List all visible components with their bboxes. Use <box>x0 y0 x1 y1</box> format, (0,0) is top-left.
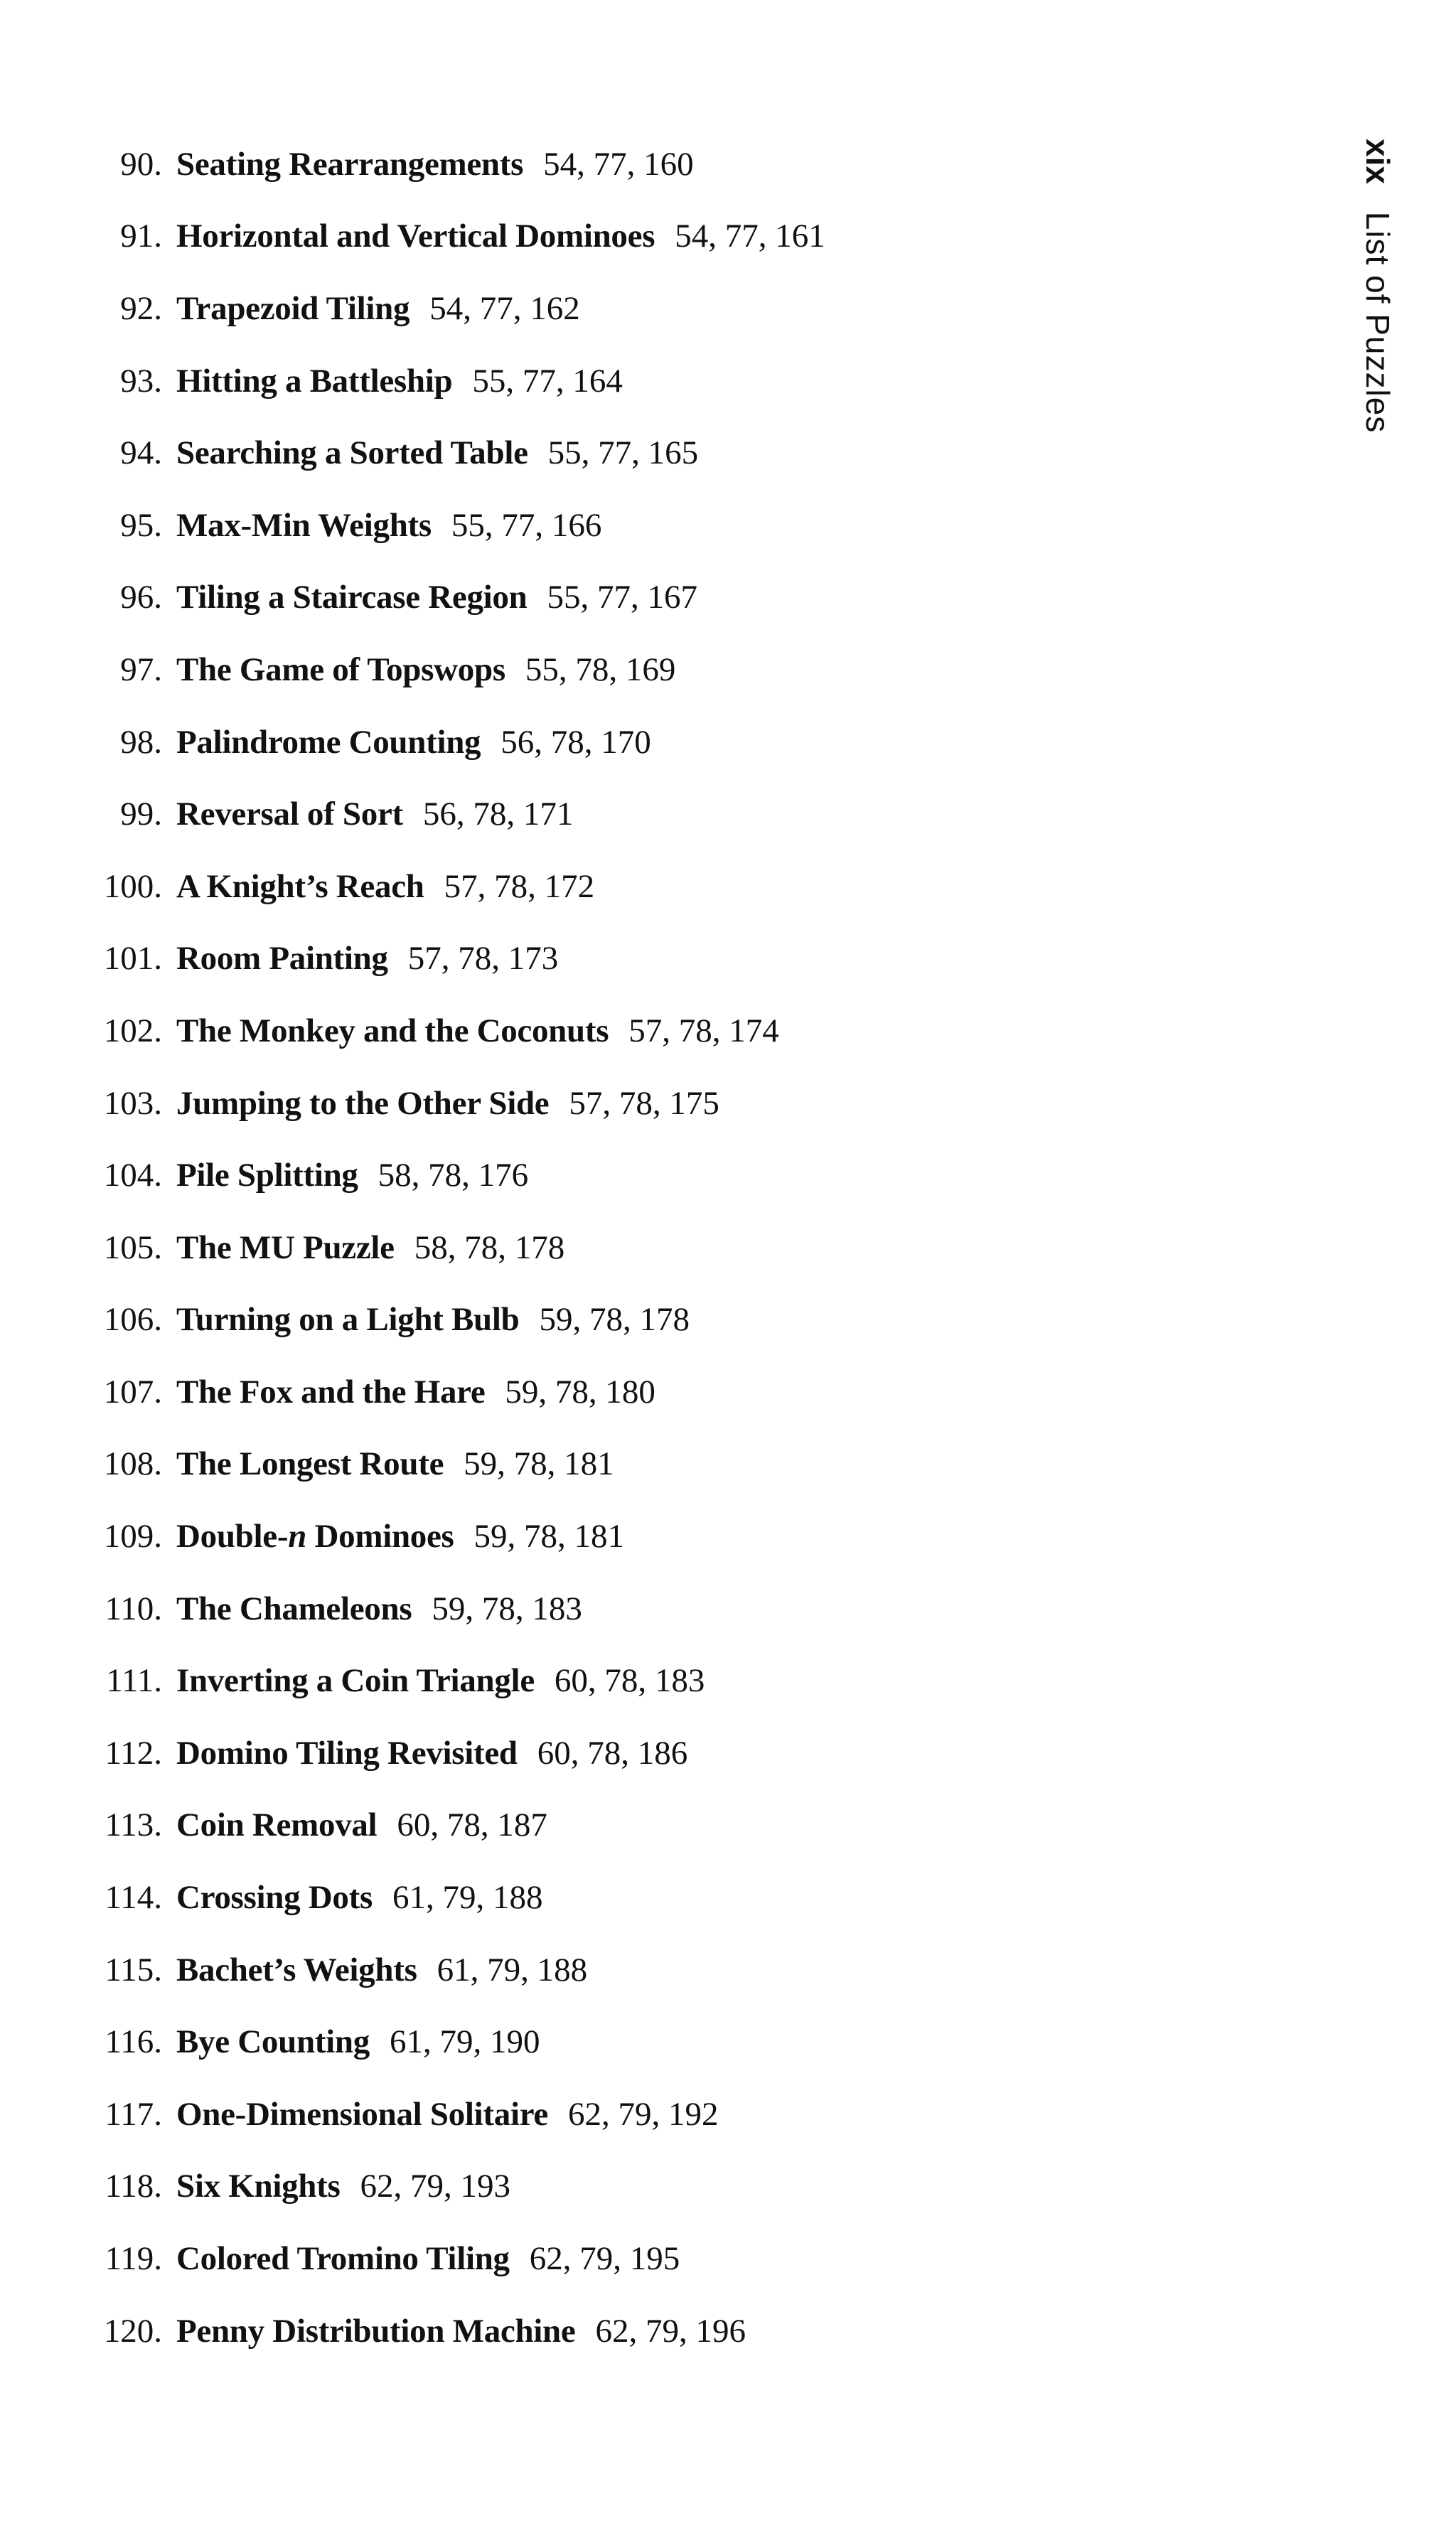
puzzle-entry-98 <box>0 706 825 778</box>
puzzle-pages: 54, 77, 161 <box>675 218 825 255</box>
puzzle-pages: 58, 78, 178 <box>414 1228 565 1266</box>
puzzle-number: 107. <box>103 1373 162 1410</box>
puzzle-title: Crossing Dots <box>176 1879 373 1917</box>
puzzle-number: 104. <box>103 1157 162 1194</box>
puzzle-pages: 59, 78, 180 <box>505 1373 655 1410</box>
puzzle-title: Seating Rearrangements <box>176 145 524 183</box>
puzzle-number: 108. <box>103 1445 162 1483</box>
puzzle-number: 112. <box>105 1734 162 1772</box>
puzzle-title: The Monkey and the Coconuts <box>176 1012 609 1049</box>
puzzle-number: 92. <box>120 289 162 327</box>
puzzle-pages: 57, 78, 174 <box>628 1012 779 1049</box>
puzzle-pages: 55, 77, 164 <box>472 362 623 400</box>
puzzle-pages: 62, 79, 196 <box>595 2312 746 2350</box>
puzzle-entry-103 <box>0 1067 825 1140</box>
puzzle-title: Max-Min Weights <box>176 506 432 544</box>
puzzle-entry-116 <box>0 2006 825 2078</box>
puzzle-number: 99. <box>120 796 162 833</box>
puzzle-title: Colored Tromino Tiling <box>176 2240 510 2278</box>
puzzle-number: 115. <box>105 1951 162 1988</box>
puzzle-title: The MU Puzzle <box>176 1228 395 1266</box>
puzzle-pages: 58, 78, 176 <box>378 1157 529 1194</box>
puzzle-pages: 59, 78, 181 <box>473 1518 625 1556</box>
puzzle-number: 91. <box>120 218 162 255</box>
puzzle-entry-120 <box>0 2295 825 2367</box>
puzzle-title: Palindrome Counting <box>176 723 481 761</box>
puzzle-title <box>176 1517 454 1556</box>
puzzle-title: Horizontal and Vertical Dominoes <box>176 218 655 255</box>
puzzle-pages: 59, 78, 181 <box>464 1445 614 1483</box>
puzzle-pages: 56, 78, 171 <box>422 796 574 833</box>
puzzle-list <box>0 128 825 2367</box>
puzzle-number: 100. <box>103 867 162 905</box>
section-title: List of Puzzles <box>1359 211 1396 434</box>
puzzle-entry-104 <box>0 1139 825 1211</box>
puzzle-pages: 60, 78, 187 <box>397 1806 547 1844</box>
puzzle-pages: 60, 78, 183 <box>554 1662 705 1700</box>
puzzle-pages: 54, 77, 160 <box>543 145 694 183</box>
puzzle-entry-97 <box>0 633 825 706</box>
puzzle-title: Pile Splitting <box>176 1157 358 1194</box>
puzzle-pages: 55, 77, 166 <box>451 506 602 544</box>
puzzle-entry-99 <box>0 778 825 850</box>
puzzle-entry-106 <box>0 1284 825 1356</box>
puzzle-entry-92 <box>0 272 825 345</box>
puzzle-number: 118. <box>105 2168 162 2205</box>
puzzle-entry-115 <box>0 1934 825 2006</box>
puzzle-pages: 57, 78, 175 <box>569 1084 719 1122</box>
puzzle-entry-102 <box>0 995 825 1067</box>
puzzle-pages: 59, 78, 183 <box>432 1590 582 1627</box>
puzzle-pages: 55, 77, 167 <box>547 579 697 616</box>
puzzle-title: Reversal of Sort <box>176 796 403 833</box>
puzzle-pages: 62, 79, 193 <box>360 2168 510 2205</box>
puzzle-number: 93. <box>120 362 162 400</box>
puzzle-title-prefix: Double- <box>176 1518 289 1556</box>
puzzle-entry-101 <box>0 923 825 995</box>
puzzle-title: One-Dimensional Solitaire <box>176 2095 548 2133</box>
puzzle-number: 90. <box>120 145 162 183</box>
puzzle-entry-118 <box>0 2151 825 2223</box>
puzzle-title: Inverting a Coin Triangle <box>176 1662 535 1700</box>
puzzle-number: 116. <box>105 2023 162 2061</box>
puzzle-number: 120. <box>103 2312 162 2350</box>
puzzle-pages: 59, 78, 178 <box>539 1301 690 1339</box>
puzzle-number: 103. <box>103 1084 162 1122</box>
puzzle-pages: 57, 78, 172 <box>444 867 595 905</box>
puzzle-pages: 61, 79, 188 <box>392 1879 543 1917</box>
puzzle-entry-105 <box>0 1211 825 1284</box>
puzzle-pages: 61, 79, 190 <box>389 2023 540 2061</box>
puzzle-entry-117 <box>0 2078 825 2151</box>
puzzle-title: Coin Removal <box>176 1806 378 1844</box>
puzzle-entry-113 <box>0 1789 825 1862</box>
puzzle-entry-108 <box>0 1428 825 1501</box>
puzzle-entry-100 <box>0 850 825 923</box>
puzzle-number: 101. <box>103 940 162 978</box>
puzzle-title: The Game of Topswops <box>176 651 505 688</box>
puzzle-pages: 54, 77, 162 <box>429 289 580 327</box>
running-head <box>1359 139 1397 433</box>
puzzle-entry-90 <box>0 128 825 200</box>
puzzle-number: 117. <box>105 2095 162 2133</box>
puzzle-title: Turning on a Light Bulb <box>176 1301 520 1339</box>
puzzle-title: The Fox and the Hare <box>176 1373 486 1410</box>
puzzle-entry-109 <box>0 1500 825 1573</box>
puzzle-number: 110. <box>105 1590 162 1627</box>
puzzle-number: 119. <box>105 2240 162 2278</box>
puzzle-title: Trapezoid Tiling <box>176 289 410 327</box>
puzzle-title-suffix: Dominoes <box>306 1518 454 1556</box>
puzzle-title: Penny Distribution Machine <box>176 2312 576 2350</box>
puzzle-number: 98. <box>120 723 162 761</box>
puzzle-pages: 60, 78, 186 <box>537 1734 688 1772</box>
puzzle-entry-114 <box>0 1861 825 1934</box>
puzzle-entry-93 <box>0 345 825 417</box>
puzzle-entry-96 <box>0 562 825 634</box>
puzzle-pages: 62, 79, 192 <box>568 2095 719 2133</box>
puzzle-entry-110 <box>0 1573 825 1645</box>
puzzle-title: The Chameleons <box>176 1590 412 1627</box>
puzzle-number: 96. <box>120 579 162 616</box>
puzzle-number: 95. <box>120 506 162 544</box>
puzzle-title: Searching a Sorted Table <box>176 434 528 472</box>
puzzle-title: Six Knights <box>176 2168 341 2205</box>
puzzle-title: Bye Counting <box>176 2023 370 2061</box>
puzzle-title: Bachet’s Weights <box>176 1951 417 1988</box>
puzzle-number: 114. <box>105 1879 162 1917</box>
puzzle-title: Hitting a Battleship <box>176 362 453 400</box>
puzzle-entry-107 <box>0 1356 825 1428</box>
puzzle-title: Tiling a Staircase Region <box>176 579 528 616</box>
puzzle-entry-95 <box>0 489 825 562</box>
puzzle-entry-112 <box>0 1717 825 1789</box>
puzzle-number: 111. <box>106 1662 162 1700</box>
puzzle-number: 102. <box>103 1012 162 1049</box>
puzzle-title: The Longest Route <box>176 1445 444 1483</box>
puzzle-entry-94 <box>0 417 825 489</box>
puzzle-title: Jumping to the Other Side <box>176 1084 550 1122</box>
puzzle-number: 109. <box>103 1518 162 1556</box>
puzzle-title: A Knight’s Reach <box>176 867 424 905</box>
puzzle-entry-119 <box>0 2222 825 2295</box>
puzzle-pages: 62, 79, 195 <box>529 2240 680 2278</box>
page-number: xix <box>1359 139 1396 184</box>
puzzle-pages: 55, 78, 169 <box>525 651 676 688</box>
puzzle-pages: 61, 79, 188 <box>437 1951 588 1988</box>
puzzle-pages: 57, 78, 173 <box>407 940 559 978</box>
puzzle-number: 97. <box>120 651 162 688</box>
puzzle-entry-111 <box>0 1644 825 1717</box>
puzzle-pages: 56, 78, 170 <box>500 723 651 761</box>
puzzle-number: 105. <box>103 1228 162 1266</box>
puzzle-entry-91 <box>0 200 825 273</box>
puzzle-title: Room Painting <box>176 940 388 978</box>
puzzle-title: Domino Tiling Revisited <box>176 1734 518 1772</box>
puzzle-title-italic: n <box>288 1518 307 1556</box>
puzzle-number: 94. <box>120 434 162 472</box>
puzzle-number: 106. <box>103 1301 162 1339</box>
puzzle-number: 113. <box>105 1806 162 1844</box>
puzzle-pages: 55, 77, 165 <box>547 434 699 472</box>
